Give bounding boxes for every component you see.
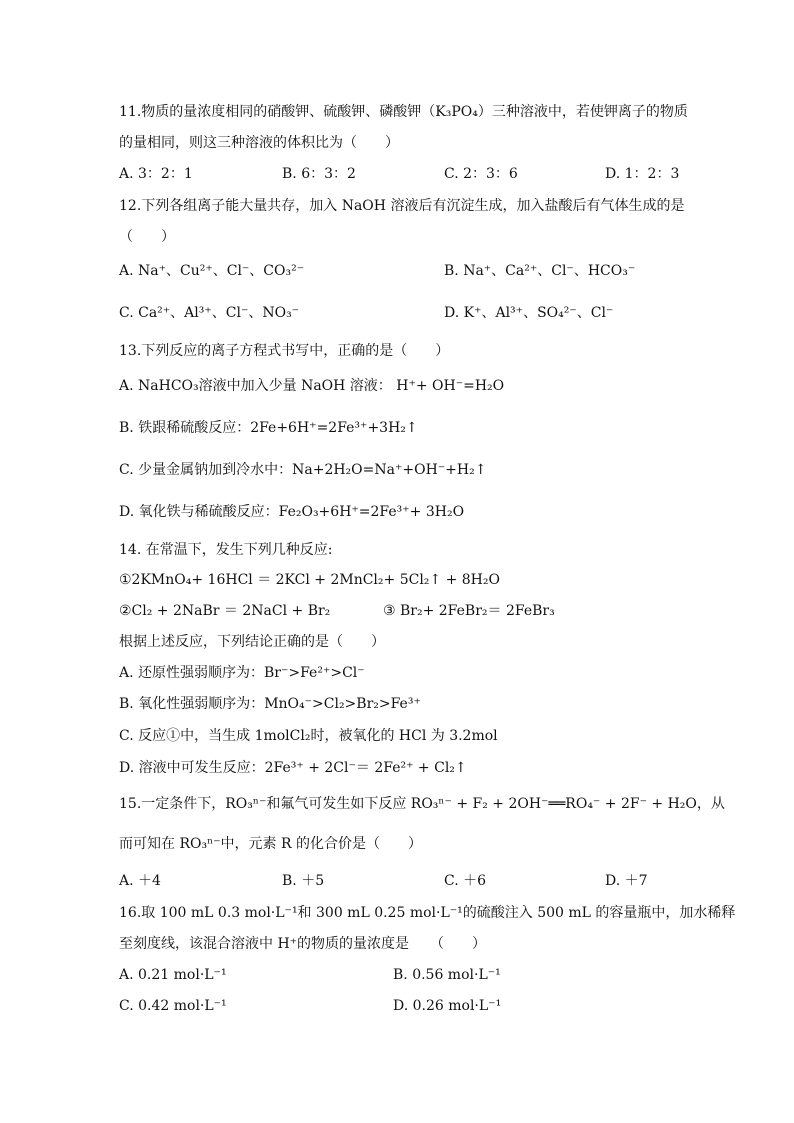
q15-option-a: A. ＋4 [119, 873, 161, 889]
q13-option-b: B. 铁跟稀硫酸反应：2Fe+6H⁺=2Fe³⁺+3H₂↑ [119, 420, 418, 436]
q14-reaction-2: ②Cl₂ + 2NaBr ＝ 2NaCl + Br₂ [119, 603, 331, 619]
q16-stem-line-1: 16.取 100 mL 0.3 mol·L⁻¹和 300 mL 0.25 mol·L⁻¹的硫酸注入 500 mL 的容量瓶中，加水稀释 [119, 905, 736, 921]
q13-option-c: C. 少量金属钠加到冷水中：Na+2H₂O=Na⁺+OH⁻+H₂↑ [119, 462, 487, 478]
q14-reaction-3: ③ Br₂+ 2FeBr₂＝ 2FeBr₃ [383, 603, 555, 619]
q15-option-d: D. ＋7 [605, 873, 648, 889]
q11-option-c: C. 2：3：6 [444, 166, 518, 182]
q11-stem-line-1: 11.物质的量浓度相同的硝酸钾、硫酸钾、磷酸钾（K₃PO₄）三种溶液中，若使钾离子的物质 [119, 104, 688, 120]
q14-option-c: C. 反应①中，当生成 1molCl₂时，被氧化的 HCl 为 3.2mol [119, 728, 498, 744]
q12-option-c: C. Ca²⁺、Al³⁺、Cl⁻、NO₃⁻ [119, 305, 300, 321]
q16-option-a: A. 0.21 mol·L⁻¹ [119, 967, 227, 983]
q13-stem: 13.下列反应的离子方程式书写中，正确的是（ ） [119, 343, 450, 359]
q14-stem-intro: 14. 在常温下，发生下列几种反应: [119, 542, 333, 558]
q15-stem-line-2: 而可知在 RO₃ⁿ⁻中，元素 R 的化合价是（ ） [119, 836, 422, 852]
q14-option-b: B. 氧化性强弱顺序为：MnO₄⁻>Cl₂>Br₂>Fe³⁺ [119, 696, 421, 712]
q16-option-d: D. 0.26 mol·L⁻¹ [393, 998, 502, 1014]
q14-reaction-1: ①2KMnO₄+ 16HCl ＝ 2KCl + 2MnCl₂+ 5Cl₂↑ + 8H₂O [119, 572, 500, 588]
q11-stem-line-2: 的量相同，则这三种溶液的体积比为（ ） [119, 135, 399, 151]
q15-option-b: B. ＋5 [282, 873, 325, 889]
q11-option-d: D. 1：2：3 [605, 166, 680, 182]
q14-option-a: A. 还原性强弱顺序为：Br⁻>Fe²⁺>Cl⁻ [119, 665, 365, 681]
q16-option-c: C. 0.42 mol·L⁻¹ [119, 998, 227, 1014]
q15-stem-line-1: 15.一定条件下，RO₃ⁿ⁻和氟气可发生如下反应 RO₃ⁿ⁻ + F₂ + 2OH⁻══RO₄⁻ + 2F⁻ + H₂O，从 [119, 796, 725, 812]
q16-stem-line-2: 至刻度线，该混合溶液中 H⁺的物质的量浓度是 （ ） [119, 936, 487, 952]
q12-option-d: D. K⁺、Al³⁺、SO₄²⁻、Cl⁻ [444, 305, 614, 321]
q15-option-c: C. ＋6 [444, 873, 487, 889]
q12-option-b: B. Na⁺、Ca²⁺、Cl⁻、HCO₃⁻ [444, 263, 636, 279]
q14-stem-question: 根据上述反应，下列结论正确的是（ ） [119, 634, 385, 650]
q11-option-a: A. 3：2：1 [119, 166, 193, 182]
q16-option-b: B. 0.56 mol·L⁻¹ [393, 967, 501, 983]
q12-option-a: A. Na⁺、Cu²⁺、Cl⁻、CO₃²⁻ [119, 263, 305, 279]
q13-option-d: D. 氧化铁与稀硫酸反应：Fe₂O₃+6H⁺=2Fe³⁺+ 3H₂O [119, 504, 465, 520]
q12-stem-line-1: 12.下列各组离子能大量共存，加入 NaOH 溶液后有沉淀生成，加入盐酸后有气体生成的是 [119, 198, 685, 214]
q13-option-a: A. NaHCO₃溶液中加入少量 NaOH 溶液： H⁺+ OH⁻=H₂O [119, 378, 505, 394]
q12-stem-line-2: （ ） [119, 229, 175, 245]
q11-option-b: B. 6：3：2 [282, 166, 356, 182]
q14-option-d: D. 溶液中可发生反应：2Fe³⁺ + 2Cl⁻＝ 2Fe²⁺ + Cl₂↑ [119, 760, 467, 776]
